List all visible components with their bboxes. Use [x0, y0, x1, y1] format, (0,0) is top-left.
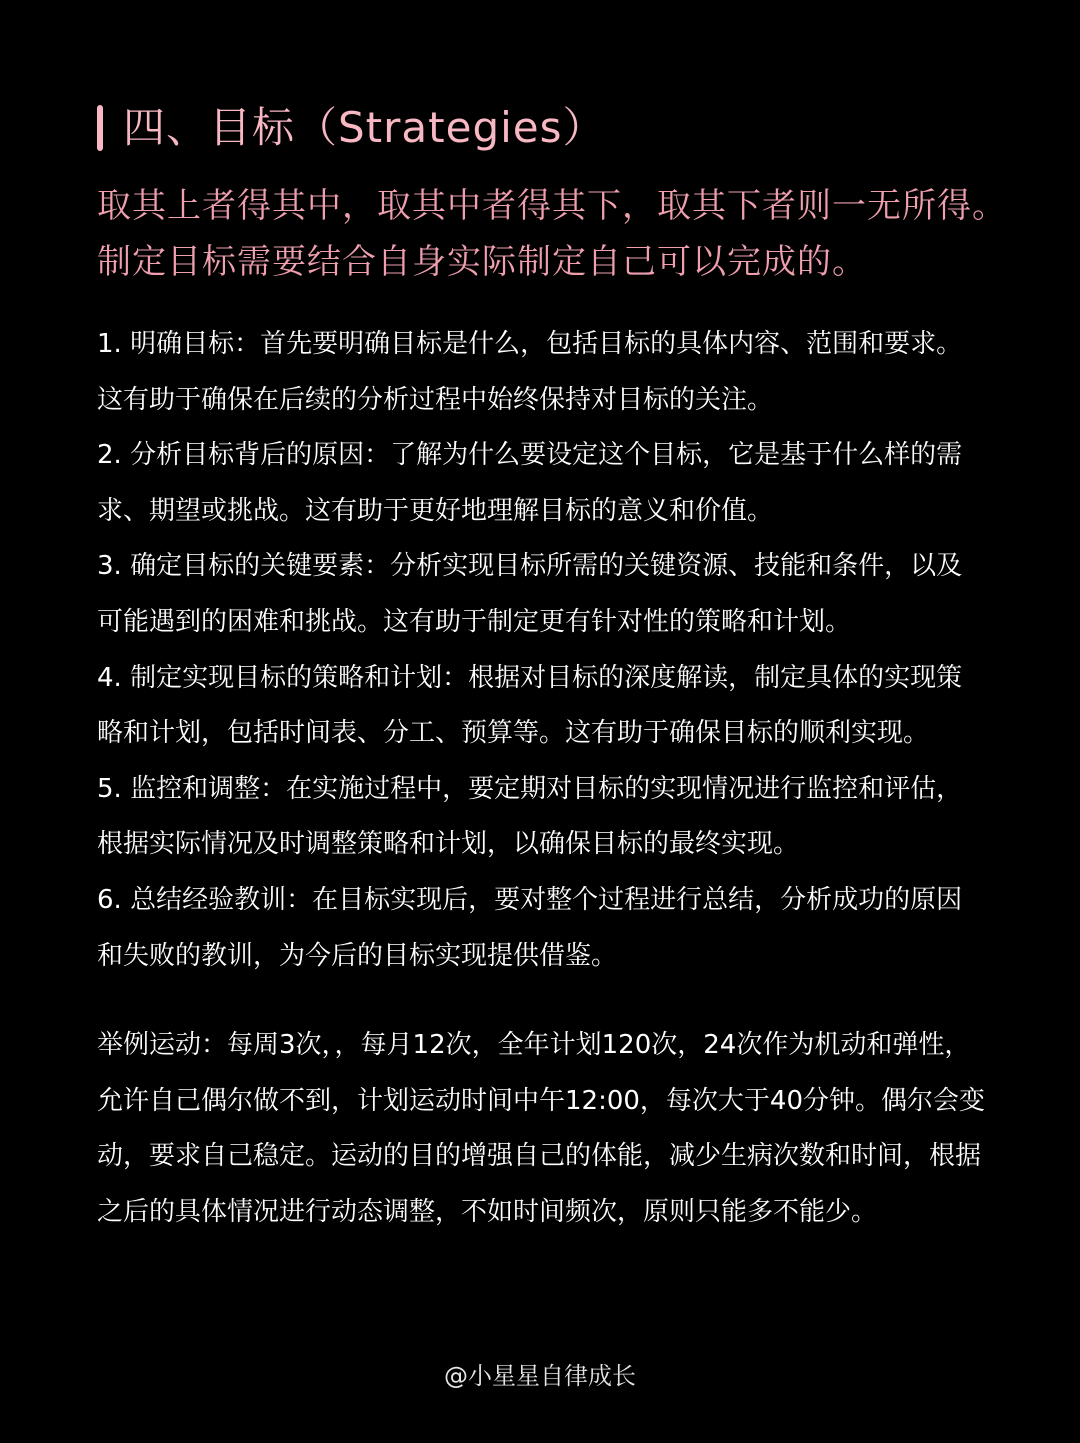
quote-line: 制定目标需要结合自身实际制定自己可以完成的。: [97, 242, 867, 282]
page-title: 四、目标（Strategies）: [123, 103, 606, 152]
example-line: 允许自己偶尔做不到，计划运动时间中午12:00，每次大于40分钟。偶尔会变: [97, 1085, 986, 1116]
quote-line: 取其上者得其中，取其中者得其下，取其下者则一无所得。: [97, 186, 1007, 226]
step-5-line-2: 根据实际情况及时调整策略和计划，以确保目标的最终实现。: [97, 829, 800, 860]
step-3-line-1: 3. 确定目标的关键要素：分析实现目标所需的关键资源、技能和条件，以及: [97, 551, 963, 582]
step-6-line-1: 6. 总结经验教训：在目标实现后，要对整个过程进行总结，分析成功的原因: [97, 884, 963, 915]
example-line: 之后的具体情况进行动态调整，不如时间频次，原则只能多不能少。: [97, 1196, 878, 1227]
step-4-line-1: 4. 制定实现目标的策略和计划：根据对目标的深度解读，制定具体的实现策: [97, 662, 963, 693]
step-1-line-1: 1. 明确目标：首先要明确目标是什么，包括目标的具体内容、范围和要求。: [97, 329, 963, 359]
author-watermark: @小星星自律成长: [444, 1362, 636, 1390]
quote-block: [97, 178, 1037, 290]
step-2-line-2: 求、期望或挑战。这有助于更好地理解目标的意义和价值。: [97, 495, 774, 526]
example-line: 动，要求自己稳定。运动的目的增强自己的体能，减少生病次数和时间，根据: [97, 1141, 982, 1172]
step-2-line-1: 2. 分析目标背后的原因：了解为什么要设定这个目标，它是基于什么样的需: [97, 440, 963, 471]
example-line: 举例运动：每周3次，，每月12次，全年计划120次，24次作为机动和弹性，: [97, 1030, 971, 1060]
step-1-line-2: 这有助于确保在后续的分析过程中始终保持对目标的关注。: [97, 384, 774, 415]
section-header: [97, 100, 606, 156]
step-6-line-2: 和失败的教训，为今后的目标实现提供借鉴。: [97, 940, 618, 971]
step-4-line-2: 略和计划，包括时间表、分工、预算等。这有助于确保目标的顺利实现。: [97, 718, 930, 749]
step-3-line-2: 可能遇到的困难和挑战。这有助于制定更有针对性的策略和计划。: [97, 606, 852, 637]
title-accent-bar: [97, 105, 103, 151]
steps-list: [97, 317, 1042, 984]
example-paragraph: [97, 1018, 1042, 1240]
step-5-line-1: 5. 监控和调整：在实施过程中，要定期对目标的实现情况进行监控和评估，: [97, 773, 963, 804]
